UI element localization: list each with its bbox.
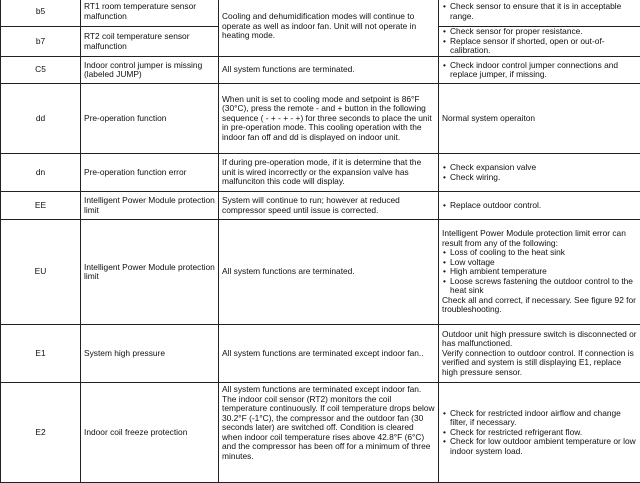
remedy-note: Outdoor unit high pressure switch is disconnected or has malfunctioned. [442, 330, 637, 349]
remedy-item: • Loose screws fastening the outdoor control to the heat sink [442, 277, 637, 296]
remedy-item: • High ambient temperature [442, 267, 637, 277]
error-code: dn [1, 154, 81, 192]
error-remedy [439, 154, 640, 192]
error-description: All system functions are terminated except indoor fan.. [219, 325, 439, 383]
remedy-item: • Low voltage [442, 258, 637, 268]
error-code: EU [1, 220, 81, 325]
error-code: EE [1, 192, 81, 220]
error-description: All system functions are terminated except indoor fan. The indoor coil sensor (RT2) monitors the coil temperature continuously. If coil temperature drops below 30.2°F (-1°C), the compressor and the outdoor fan (30 seconds later) are switched off. Condition is cleared when indoor coil temperature rises above 42.8°F (6°C) and the compressor has been off for a minimum of three minutes. [219, 383, 439, 483]
table-row [1, 154, 640, 192]
remedy-list [442, 248, 637, 296]
remedy-item: • Check sensor to ensure that it is in acceptable range. [442, 2, 637, 21]
error-remedy [439, 57, 640, 84]
error-code: E2 [1, 383, 81, 483]
error-name: System high pressure [81, 325, 219, 383]
error-name: Intelligent Power Module protection limit [81, 192, 219, 220]
error-description: When unit is set to cooling mode and setpoint is 86°F (30°C), press the remote - and + button in the following sequence ( - + - + - +) for three seconds to place the unit in pre-operation mode. This cooling operation with the indoor fan off and dd is displayed on indoor unit. [219, 84, 439, 154]
table-row [1, 192, 640, 220]
table-row [1, 383, 640, 483]
remedy-outro: Check all and correct, if necessary. See figure 92 for troubleshooting. [442, 296, 637, 315]
remedy-intro: Intelligent Power Module protection limit error can result from any of the following: [442, 229, 637, 248]
remedy-item: • Check for restricted refrigerant flow. [442, 428, 637, 438]
error-remedy [439, 192, 640, 220]
error-code: C5 [1, 57, 81, 84]
error-description: Cooling and dehumidification modes will continue to operate as well as indoor fan. Unit will not operate in heating mode. [219, 0, 439, 57]
remedy-item: • Check for restricted indoor airflow and change filter, if necessary. [442, 409, 637, 428]
error-remedy [439, 383, 640, 483]
error-name: Intelligent Power Module protection limit [81, 220, 219, 325]
remedy-list [442, 163, 637, 182]
error-remedy [439, 0, 640, 27]
error-remedy [439, 325, 640, 383]
error-name: Indoor coil freeze protection [81, 383, 219, 483]
remedy-list [442, 27, 637, 56]
table-row [1, 325, 640, 383]
error-description: System will continue to run; however at reduced compressor speed until issue is corrected. [219, 192, 439, 220]
remedy-item: • Replace outdoor control. [442, 201, 637, 211]
remedy-item: • Replace sensor if shorted, open or out-of-calibration. [442, 37, 637, 56]
remedy-list [442, 61, 637, 80]
error-name: Pre-operation function error [81, 154, 219, 192]
remedy-item: • Check indoor control jumper connections and replace jumper, if missing. [442, 61, 637, 80]
error-name: RT1 room temperature sensor malfunction [81, 0, 219, 27]
table-row [1, 220, 640, 325]
error-code: E1 [1, 325, 81, 383]
remedy-item: • Check for low outdoor ambient temperature or low indoor system load. [442, 437, 637, 456]
error-description: All system functions are terminated. [219, 57, 439, 84]
remedy-list [442, 201, 637, 211]
table-row [1, 84, 640, 154]
error-remedy [439, 27, 640, 57]
error-name: RT2 coil temperature sensor malfunction [81, 27, 219, 57]
error-name: Pre-operation function [81, 84, 219, 154]
error-code: dd [1, 84, 81, 154]
remedy-item: • Loss of cooling to the heat sink [442, 248, 637, 258]
remedy-item: • Check wiring. [442, 173, 637, 183]
remedy-list [442, 2, 637, 21]
error-code: b7 [1, 27, 81, 57]
error-description: If during pre-operation mode, if it is determine that the unit is wired incorrectly or the expansion valve has malfunciton this code will display. [219, 154, 439, 192]
error-description: All system functions are terminated. [219, 220, 439, 325]
remedy-item: • Check sensor for proper resistance. [442, 27, 637, 37]
error-name: Indoor control jumper is missing (labeled JUMP) [81, 57, 219, 84]
error-code: b5 [1, 0, 81, 27]
table-row [1, 0, 640, 27]
error-remedy [439, 220, 640, 325]
remedy-list [442, 409, 637, 457]
remedy-note: Verify connection to outdoor control. If connection is verified and system is still displaying E1, replace high pressure sensor. [442, 349, 637, 378]
table-row [1, 57, 640, 84]
remedy-item: • Check expansion valve [442, 163, 637, 173]
error-remedy: Normal system operaiton [439, 84, 640, 154]
